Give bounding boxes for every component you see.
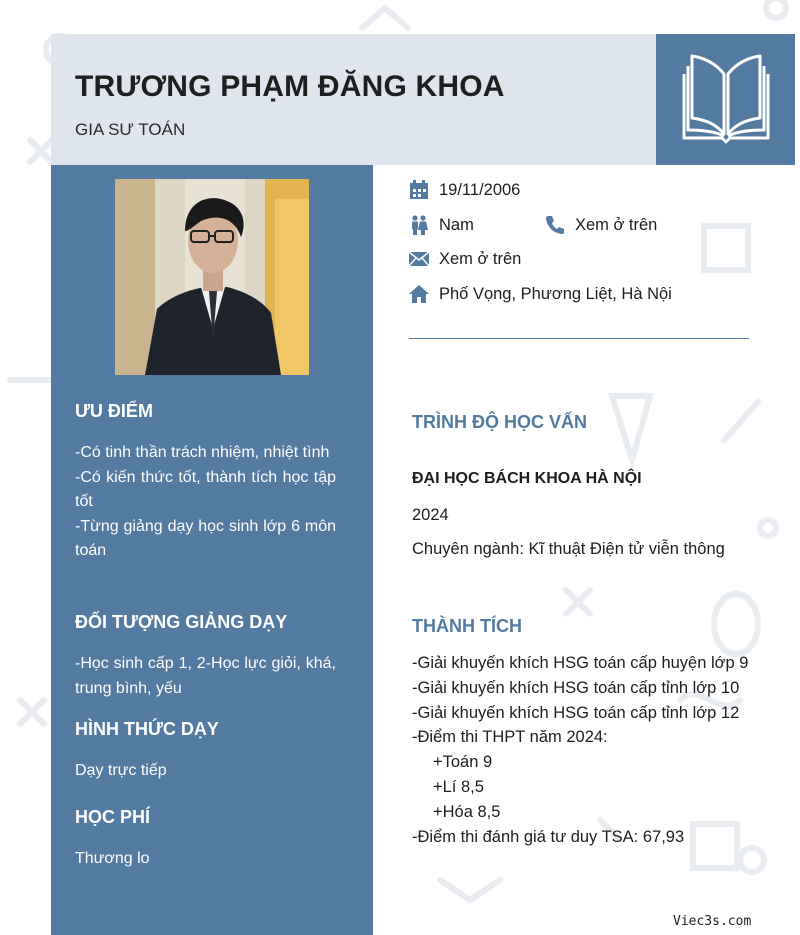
achievements-list [412, 651, 748, 849]
phone-icon [545, 215, 565, 235]
list-item: -Có kiến thức tốt, thành tích học tập tốt [75, 468, 336, 510]
teaching-mode-text: Dạy trực tiếp [75, 762, 167, 779]
phone-row [545, 215, 657, 235]
list-item: -Điểm thi đánh giá tư duy TSA: 67,93 [412, 827, 685, 846]
email-icon [409, 249, 429, 269]
list-item: -Giải khuyến khích HSG toán cấp tỉnh lớp 10 [412, 678, 740, 697]
profile-photo [115, 179, 309, 375]
list-item: -Giải khuyến khích HSG toán cấp tỉnh lớp 12 [412, 703, 740, 722]
list-item: -Điểm thi THPT năm 2024: [412, 728, 608, 747]
target-text: -Học sinh cấp 1, 2-Học lực giỏi, khá, trung bình, yếu [75, 655, 336, 697]
phone-value: Xem ở trên [575, 215, 658, 234]
school-name: ĐẠI HỌC BÁCH KHOA HÀ NỘI [412, 470, 642, 487]
candidate-name: TRƯƠNG PHẠM ĐĂNG KHOA [75, 70, 505, 103]
list-item: -Từng giảng dạy học sinh lớp 6 môn toán [75, 517, 336, 559]
graduation-year: 2024 [412, 506, 449, 524]
logo-box [656, 34, 795, 165]
email-row [409, 249, 521, 269]
list-item: +Toán 9 [433, 753, 493, 772]
job-title: GIA SƯ TOÁN [75, 120, 186, 139]
target-heading: ĐỐI TƯỢNG GIẢNG DẠY [75, 612, 288, 632]
list-item: -Có tinh thần trách nhiệm, nhiệt tình [75, 444, 330, 461]
strengths-heading: ƯU ĐIỂM [75, 401, 153, 421]
major: Chuyên ngành: Kĩ thuật Điện tử viễn thông [412, 540, 725, 558]
address-row [409, 284, 672, 304]
strengths-list [75, 441, 336, 564]
open-book-icon [678, 52, 774, 144]
gender-icon [409, 215, 429, 235]
teaching-mode-heading: HÌNH THỨC DẠY [75, 719, 219, 739]
divider [409, 338, 749, 339]
education-heading: TRÌNH ĐỘ HỌC VẤN [412, 412, 587, 432]
achievements-heading: THÀNH TÍCH [412, 616, 522, 636]
fee-heading: HỌC PHÍ [75, 807, 151, 827]
gender-value: Nam [439, 215, 474, 234]
email-value: Xem ở trên [439, 249, 522, 268]
address-value: Phố Vọng, Phương Liệt, Hà Nội [439, 284, 672, 303]
footer-watermark: Viec3s.com [673, 914, 752, 929]
sidebar [51, 165, 373, 935]
header-band [51, 34, 656, 165]
fee-text: Thương lo [75, 850, 150, 867]
list-item: -Giải khuyến khích HSG toán cấp huyện lớp 9 [412, 654, 749, 672]
birthday-value: 19/11/2006 [439, 180, 521, 199]
list-item: +Hóa 8,5 [433, 802, 501, 821]
list-item: +Lí 8,5 [433, 777, 484, 796]
home-icon [409, 284, 429, 304]
gender-row [409, 215, 474, 235]
calendar-icon [409, 180, 429, 200]
birthday-row [409, 180, 520, 200]
